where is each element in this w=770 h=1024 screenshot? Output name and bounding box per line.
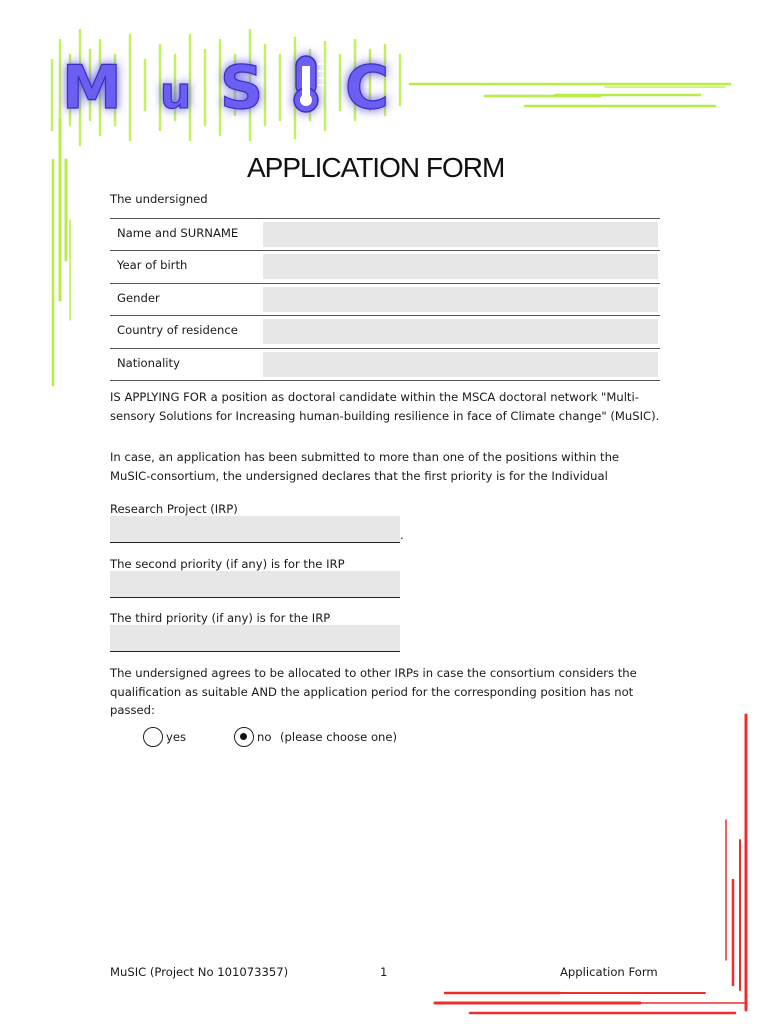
priority-paragraph <box>110 448 670 485</box>
row-label: Year of birth <box>117 258 188 273</box>
logo-letter-u: u <box>160 68 192 119</box>
applying-paragraph <box>110 388 670 425</box>
green-lines <box>410 84 730 106</box>
third-priority-input[interactable] <box>110 625 400 652</box>
logo-letter-c: C <box>345 53 390 123</box>
no-radio[interactable] <box>234 727 254 747</box>
row-label: Name and SURNAME <box>117 226 239 240</box>
yes-radio[interactable] <box>143 727 163 747</box>
country-of-residence-field[interactable] <box>263 319 658 344</box>
footer-project: MuSIC (Project No 101073357) <box>110 965 289 979</box>
text-line: MuSIC-consortium, the undersigned declares that the first priority is for the Individual <box>110 468 608 483</box>
intro-text: The undersigned <box>110 192 208 206</box>
first-priority-period: . <box>400 528 404 542</box>
yes-label: yes <box>166 730 187 744</box>
choose-hint: (please choose one) <box>280 730 398 744</box>
personal-data-table <box>110 218 660 381</box>
first-priority-input[interactable] <box>110 516 400 543</box>
table-row <box>110 349 660 381</box>
nationality-field[interactable] <box>263 352 658 377</box>
text-line: In case, an application has been submitted to more than one of the positions within the <box>110 450 620 464</box>
thermometer-icon <box>294 56 324 112</box>
footer-title: Application Form <box>560 965 658 979</box>
page-title: APPLICATION FORM <box>247 152 505 183</box>
second-priority-input[interactable] <box>110 571 400 598</box>
year-of-birth-field[interactable] <box>263 254 658 279</box>
row-label: Gender <box>117 290 160 305</box>
table-row <box>110 284 660 316</box>
table-row <box>110 251 660 283</box>
page-number: 1 <box>380 965 388 979</box>
row-label: Nationality <box>117 355 180 370</box>
gender-field[interactable] <box>263 287 658 312</box>
name-surname-field[interactable] <box>263 222 658 247</box>
text-line: passed: <box>110 703 155 718</box>
agreement-paragraph <box>110 664 670 720</box>
second-priority-label: The second priority (if any) is for the IRP <box>110 557 345 571</box>
logo-letter-s: S <box>220 53 264 123</box>
text-line: sensory Solutions for Increasing human-building resilience in face of Climate change" (MuSIC). <box>110 408 660 423</box>
text-line: qualification as suitable AND the application period for the corresponding position has not <box>110 684 634 699</box>
third-priority-label: The third priority (if any) is for the IRP <box>110 611 331 625</box>
row-label: Country of residence <box>117 323 238 338</box>
text-line: The undersigned agrees to be allocated to other IRPs in case the consortium considers the <box>110 666 637 680</box>
logo-letter-m: M <box>62 53 122 123</box>
table-row <box>110 219 660 251</box>
text-line: IS APPLYING FOR a position as doctoral candidate within the MSCA doctoral network "Multi- <box>110 390 639 404</box>
no-label: no <box>257 730 272 744</box>
table-row <box>110 316 660 348</box>
research-project-label: Research Project (IRP) <box>110 502 238 516</box>
